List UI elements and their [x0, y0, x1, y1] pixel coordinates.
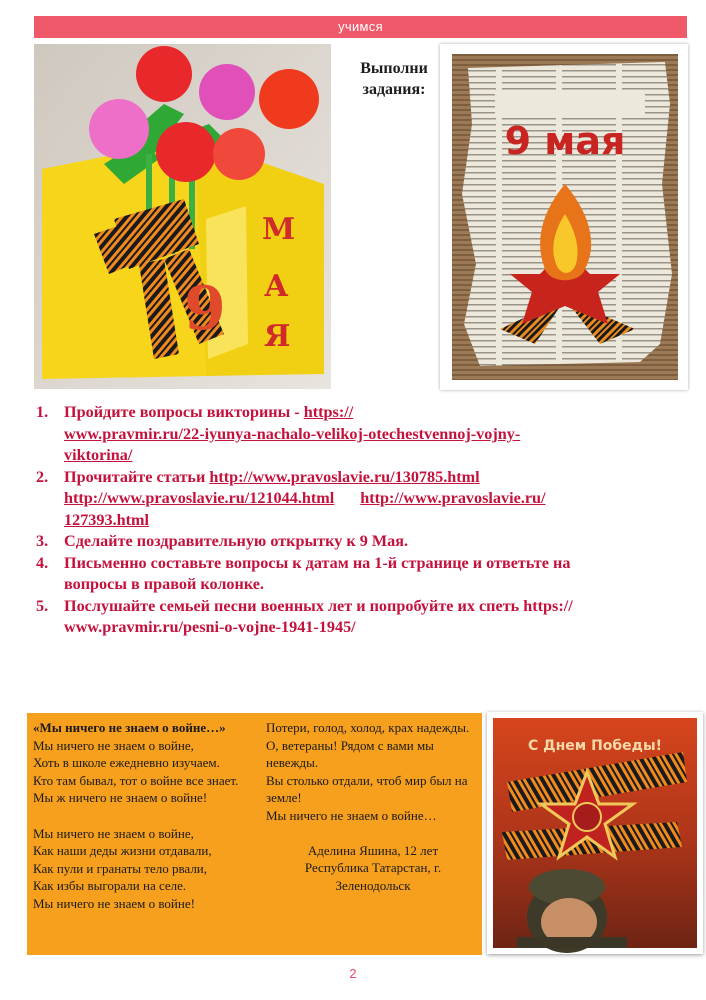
- tasks-list: [36, 402, 676, 639]
- victory-day-poster-illustration: [487, 712, 703, 954]
- greeting-card-illustration: [34, 44, 331, 389]
- task-text-3: Сделайте поздравительную открытку к 9 Мая.: [64, 532, 409, 550]
- greeting-card-photo: [34, 44, 331, 389]
- poem-line: Мы ничего не знаем о войне,: [33, 737, 194, 753]
- task-text-1: Пройдите вопросы викторины -: [64, 403, 304, 421]
- poster-greeting: С Днем Победы!: [527, 738, 663, 754]
- tasks-heading-line2: задания:: [362, 81, 426, 98]
- poem-line: Мы ж ничего не знаем о войне!: [33, 790, 208, 806]
- poem-column-right: [266, 719, 480, 894]
- page-number: 2: [349, 966, 357, 981]
- task-number-4: 4.: [36, 553, 49, 572]
- task-item-1: [36, 402, 676, 467]
- task-item-4: [36, 553, 676, 596]
- task-number-2: 2.: [36, 467, 49, 486]
- task-item-3: [36, 531, 676, 553]
- poem-line: Мы ничего не знаем о войне…: [266, 807, 437, 823]
- task-number-3: 3.: [36, 532, 49, 550]
- quiz-link-part1[interactable]: https://: [303, 403, 354, 421]
- task-text-5-line2: www.pravmir.ru/pesni-o-vojne-1941-1945/: [64, 618, 356, 636]
- task-item-5: [36, 596, 676, 639]
- card-letter-ya: Я: [264, 319, 291, 354]
- poem-line: Как пули и гранаты тело рвали,: [33, 860, 208, 876]
- victory-day-poster: [487, 712, 703, 954]
- newspaper-collage-illustration: [440, 44, 688, 390]
- section-label: учимся: [338, 19, 383, 34]
- poem-location: Республика Татарстан, г. Зеленодольск: [304, 860, 442, 893]
- article-link-1[interactable]: http://www.pravoslavie.ru/130785.html: [209, 467, 480, 486]
- poem-column-left: [33, 719, 265, 913]
- task-number-5: 5.: [36, 596, 49, 615]
- poem-line: Хоть в школе ежедневно изучаем.: [33, 755, 220, 771]
- poem-line: Как избы выгорали на селе.: [33, 878, 187, 894]
- card-letter-a: А: [264, 269, 289, 304]
- newspaper-title: 9 мая: [504, 119, 626, 163]
- poem-line: Кто там бывал, тот о войне все знает.: [33, 772, 239, 788]
- newspaper-collage-photo: [440, 44, 688, 390]
- section-header-bar: [34, 16, 687, 38]
- card-numeral: 9: [184, 274, 226, 344]
- card-letter-m: М: [262, 212, 296, 247]
- task-item-2: [36, 467, 676, 532]
- tasks-heading: [348, 58, 440, 100]
- poem-signature: [266, 842, 480, 895]
- poem-line: Вы столько отдали, чтоб мир был на земле!: [266, 772, 468, 806]
- task-text-4-line2: вопросы в правой колонке.: [64, 575, 264, 593]
- poem-line: Мы ничего не знаем о войне!: [33, 895, 195, 911]
- poem-line: О, ветераны! Рядом с вами мы невежды.: [266, 737, 434, 771]
- article-link-2[interactable]: http://www.pravoslavie.ru/121044.html: [64, 489, 335, 507]
- poem-line: Как наши деды жизни отдавали,: [33, 843, 212, 859]
- article-link-3-part2[interactable]: 127393.html: [64, 510, 149, 529]
- poem-line: Мы ничего не знаем о войне,: [33, 825, 194, 841]
- tasks-heading-line1: Выполни: [360, 60, 428, 77]
- task-number-1: 1.: [36, 403, 49, 421]
- article-link-3-part1[interactable]: http://www.pravoslavie.ru/: [360, 489, 546, 507]
- quiz-link-part3[interactable]: viktorina/: [64, 446, 133, 464]
- quiz-link-part2[interactable]: www.pravmir.ru/22-iyunya-nachalo-velikoj-otechestvennoj-vojny-: [64, 424, 521, 443]
- poem-line: Потери, голод, холод, крах надежды.: [266, 720, 470, 735]
- poem-title: «Мы ничего не знаем о войне…»: [33, 720, 226, 735]
- task-text-4-line1: Письменно составьте вопросы к датам на 1-й странице и ответьте на: [64, 553, 571, 572]
- poem-author: Аделина Яшина, 12 лет: [307, 842, 439, 858]
- task-text-2: Прочитайте статьи: [64, 467, 210, 486]
- task-text-5-line1: Послушайте семьей песни военных лет и попробуйте их спеть https://: [64, 596, 573, 615]
